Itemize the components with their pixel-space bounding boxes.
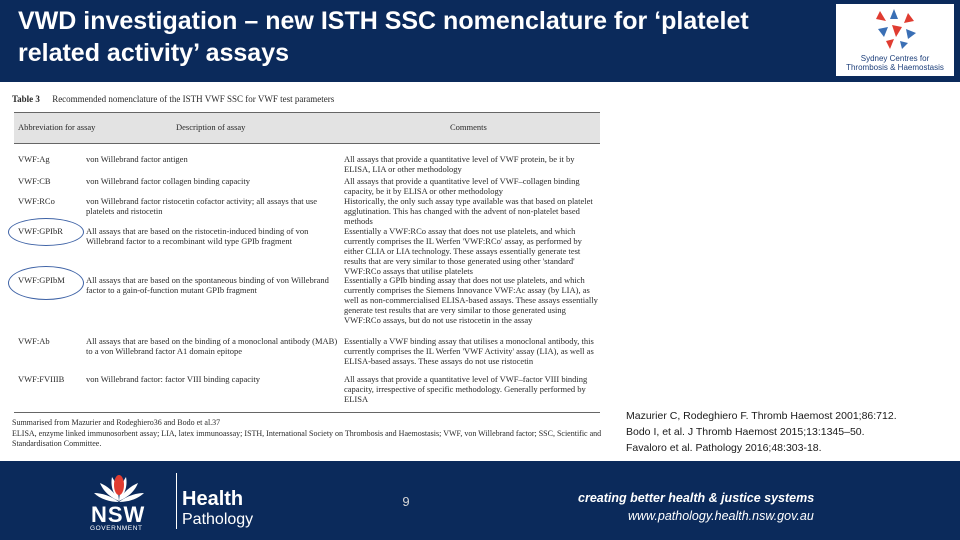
page-number: 9 [402, 494, 410, 509]
row-abbreviation: VWF:Ag [18, 154, 50, 164]
row-comment: All assays that provide a quantitative level of VWF–collagen binding capacity, be it by ELISA or other methodology [344, 176, 580, 196]
reference-1: Mazurier C, Rodeghiero F. Thromb Haemost 2001;86:712. [626, 410, 897, 422]
footer-website[interactable]: www.pathology.health.nsw.gov.au [628, 509, 814, 523]
row-abbreviation: VWF:CB [18, 176, 51, 186]
header-description: Description of assay [176, 122, 246, 132]
row-abbreviation: VWF:GPIbR [18, 226, 63, 236]
highlight-circle-gpibr [8, 218, 84, 246]
slide-title: VWD investigation – new ISTH SSC nomenclature for ‘platelet related activity’ assays [18, 7, 749, 67]
table-summary-note: Summarised from Mazurier and Rodeghiero36 and Bodo et al.37 [12, 418, 221, 427]
nsw-wordmark: NSW [91, 502, 146, 527]
row-comment: Historically, the only such assay type available was that based on platelet agglutination. This has changed with the advent of non-platelet based methods [344, 196, 593, 226]
nsw-government-text: GOVERNMENT [90, 525, 143, 532]
row-abbreviation: VWF:GPIbM [18, 275, 65, 285]
sydney-centres-logo [836, 4, 954, 76]
row-abbreviation: VWF:FVIIIB [18, 374, 65, 384]
row-description: von Willebrand factor: factor VIII binding capacity [86, 374, 261, 384]
pathology-wordmark: Pathology [182, 511, 254, 528]
row-description: von Willebrand factor antigen [86, 154, 188, 164]
row-description: All assays that are based on the binding of a monoclonal antibody (MAB) to a von Willebrand factor A1 domain epitope [86, 336, 338, 356]
table-caption-label: Table 3 [12, 94, 40, 104]
health-wordmark: Health [182, 488, 244, 510]
slide-footer [0, 461, 960, 540]
table-abbreviation-note: ELISA, enzyme linked immunosorbent assay; LIA, latex immunoassay; ISTH, International Society on Thrombosis and Haemostasis; VWF, von Willebrand factor; SSC, Scientific and Standardisation Committee. [12, 429, 602, 448]
highlight-circle-gpibm [8, 266, 84, 300]
header-abbreviation: Abbreviation for assay [18, 122, 96, 132]
row-comment: Essentially a VWF binding assay that utilises a monoclonal antibody, this currently comprises the IL Werfen 'VWF Activity' assay (LIA), as well as ELISA-based assays. These assays do not use ristocetin [344, 336, 594, 366]
row-description: All assays that are based on the ristocetin-induced binding of von Willebrand factor to a recombinant wild type GPIb fragment [86, 226, 309, 246]
row-comment: All assays that provide a quantitative level of VWF–factor VIII binding capacity, irrespective of specific methodology. Generally performed by ELISA [344, 374, 588, 404]
nomenclature-table [12, 90, 602, 452]
table-caption [12, 94, 334, 104]
row-comment: Essentially a VWF:RCo assay that does not use platelets, and which currently comprises the IL Werfen 'VWF:RCo' assay, as performed by either CLIA or LIA technology. These assays essentially generate test results that are very similar to those generated using other 'standard' VWF:RCo assays that utilise platelets [344, 226, 582, 276]
logo-line-1: Sydney Centres for [860, 54, 930, 63]
row-abbreviation: VWF:RCo [18, 196, 55, 206]
row-comment: Essentially a GPIb binding assay that does not use platelets, and which currently comprises the Siemens Innovance VWF:Ac assay (by LIA), as well as non-commercialised ELISA-based assays. These assays essentially generate test results that are very similar to those generated using VWF:RCo assays, but do not use ristocetin in the assay [344, 275, 598, 325]
reference-3: Favaloro et al. Pathology 2016;48:303-18. [626, 442, 822, 454]
header-comments: Comments [450, 122, 487, 132]
logo-line-2: Thrombosis & Haemostasis [846, 63, 944, 72]
row-description: von Willebrand factor ristocetin cofactor activity; all assays that use platelets and ristocetin [86, 196, 318, 216]
row-description: von Willebrand factor collagen binding capacity [86, 176, 251, 186]
row-comment: All assays that provide a quantitative level of VWF protein, be it by ELISA, LIA or other methodology [344, 154, 575, 174]
slide-header [0, 0, 960, 82]
row-description: All assays that are based on the spontaneous binding of von Willebrand factor to a gain-of-function mutant GPIb fragment [86, 275, 329, 295]
footer-tagline: creating better health & justice systems [578, 491, 815, 505]
reference-2: Bodo I, et al. J Thromb Haemost 2015;13:1345–50. [626, 426, 865, 438]
row-abbreviation: VWF:Ab [18, 336, 50, 346]
table-header-row [14, 112, 600, 144]
star-cluster-icon [872, 7, 918, 51]
table-caption-text: Recommended nomenclature of the ISTH VWF SSC for VWF test parameters [52, 94, 335, 104]
footer-divider [176, 473, 177, 529]
references [626, 408, 956, 456]
table-bottom-rule [14, 412, 600, 413]
